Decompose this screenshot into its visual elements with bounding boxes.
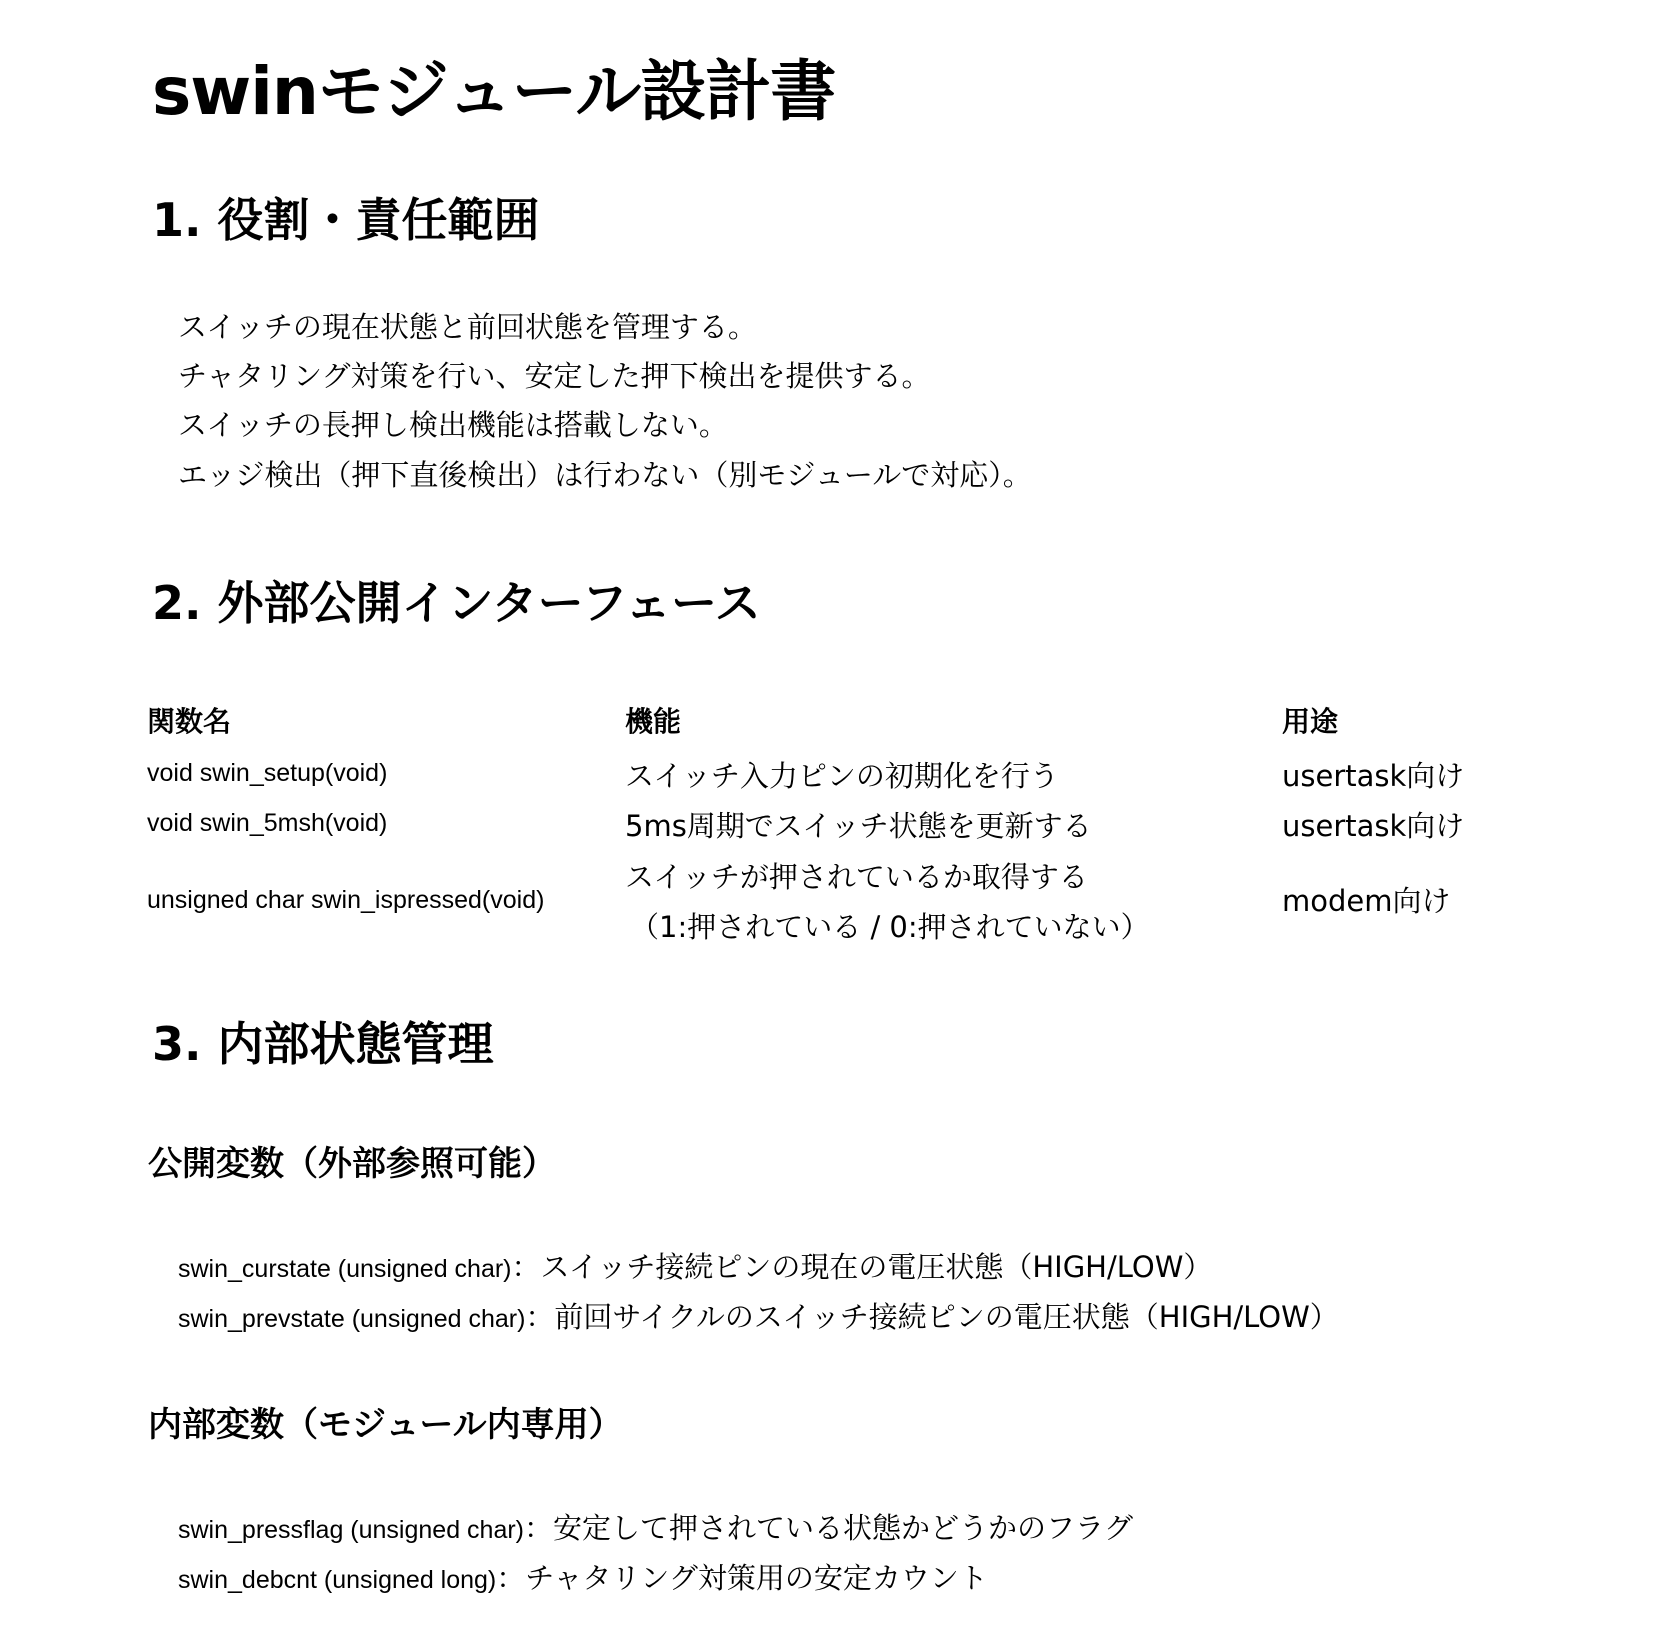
internal-var-item — [178, 1506, 1133, 1547]
section-heading-state: 3. 内部状態管理 — [152, 1017, 494, 1071]
section-heading-interface: 2. 外部公開インターフェース — [152, 576, 761, 630]
var-desc: ：安定して押されている状態かどうかのフラグ — [524, 1511, 1134, 1545]
function-name-cell: void swin_setup(void) — [147, 759, 388, 787]
public-var-item — [178, 1245, 1212, 1286]
role-line: スイッチの現在状態と前回状態を管理する。 — [178, 310, 757, 344]
function-desc-cell: 5ms周期でスイッチ状態を更新する — [625, 809, 1092, 843]
function-desc-cell: スイッチ入力ピンの初期化を行う — [625, 759, 1059, 793]
var-name: swin_debcnt (unsigned long) — [178, 1566, 497, 1594]
subsection-heading-internal: 内部変数（モジュール内専用） — [148, 1405, 623, 1445]
usage-cell: modem向け — [1282, 884, 1451, 918]
usage-cell: usertask向け — [1282, 759, 1465, 793]
role-line: チャタリング対策を行い、安定した押下検出を提供する。 — [178, 359, 931, 393]
function-desc-cell: スイッチが押されているか取得する — [625, 860, 1088, 894]
section-heading-role: 1. 役割・責任範囲 — [152, 193, 540, 247]
var-name: swin_prevstate (unsigned char) — [178, 1305, 526, 1333]
function-name-cell: void swin_5msh(void) — [147, 809, 388, 837]
var-desc: ：チャタリング対策用の安定カウント — [496, 1561, 988, 1595]
page-title: swinモジュール設計書 — [152, 53, 836, 130]
public-var-item — [178, 1295, 1339, 1336]
usage-cell: usertask向け — [1282, 809, 1465, 843]
column-header-name: 関数名 — [147, 705, 232, 738]
subsection-heading-public: 公開変数（外部参照可能） — [148, 1144, 556, 1184]
function-desc-cell-note: （1:押されている / 0:押されていない） — [630, 910, 1150, 944]
column-header-usage: 用途 — [1282, 705, 1339, 738]
role-line: エッジ検出（押下直後検出）は行わない（別モジュールで対応）。 — [178, 458, 1032, 492]
var-desc: ：スイッチ接続ピンの現在の電圧状態（HIGH/LOW） — [511, 1250, 1213, 1284]
var-name: swin_curstate (unsigned char) — [178, 1255, 512, 1283]
var-name: swin_pressflag (unsigned char) — [178, 1516, 525, 1544]
var-desc: ：前回サイクルのスイッチ接続ピンの電圧状態（HIGH/LOW） — [525, 1300, 1339, 1334]
column-header-function: 機能 — [625, 705, 682, 738]
function-name-cell: unsigned char swin_ispressed(void) — [147, 886, 545, 914]
role-line: スイッチの長押し検出機能は搭載しない。 — [178, 408, 728, 442]
internal-var-item — [178, 1556, 988, 1597]
